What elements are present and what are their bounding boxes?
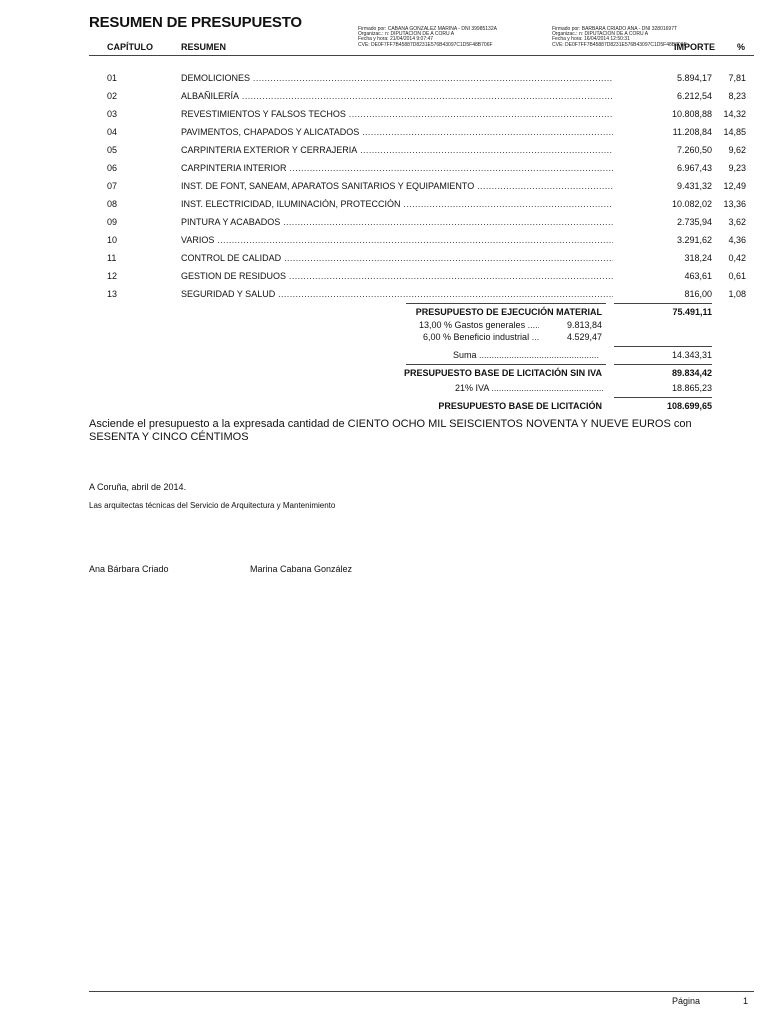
chapter-row <box>0 109 770 127</box>
pbl-label: PRESUPUESTO BASE DE LICITACIÓN <box>438 401 602 411</box>
signature-line: Firmado por: CABANA GONZALEZ MARINA - DNI 39985132A <box>358 26 497 32</box>
chapter-amount: 463,61 <box>684 271 712 281</box>
chapter-code: 12 <box>107 271 118 281</box>
totals-divider <box>406 364 606 365</box>
signers-role: Las arquitectas técnicas del Servicio de Arquitectura y Mantenimiento <box>89 501 336 510</box>
chapter-description: REVESTIMIENTOS Y FALSOS TECHOS ..... <box>181 109 613 119</box>
chapter-percent: 7,81 <box>728 73 746 83</box>
chapter-percent: 1,08 <box>728 289 746 299</box>
chapter-percent: 9,62 <box>728 145 746 155</box>
chapter-amount: 9.431,32 <box>676 181 712 191</box>
signature-line: CVE: DE0F7FF7B45887D8231E576B43097C1D5F48B706F <box>552 41 687 48</box>
chapter-amount: 10.082,02 <box>671 199 712 209</box>
chapter-row <box>0 235 770 253</box>
chapter-percent: 8,23 <box>728 91 746 101</box>
amount-in-words: Asciende el presupuesto a la expresada cantidad de CIENTO OCHO MIL SEISCIENTOS NOVENTA Y NUEVE EUROS con SESENTA Y CINCO CÉNTIMOS <box>89 418 692 443</box>
chapter-description: SEGURIDAD Y SALUD ..... <box>181 289 613 299</box>
signature-line: Organizac.: n: DIPUTACION DE A CORU A <box>552 31 649 38</box>
digital-signature-stamp-1 <box>358 27 497 48</box>
chapter-row <box>0 253 770 271</box>
chapter-percent: 4,36 <box>728 235 746 245</box>
document-title: RESUMEN DE PRESUPUESTO <box>89 14 302 31</box>
chapter-percent: 0,42 <box>728 253 746 263</box>
place-and-date: A Coruña, abril de 2014. <box>89 482 187 492</box>
column-header-percent: % <box>737 42 746 52</box>
iva-value: 18.865,23 <box>671 383 712 393</box>
chapter-code: 03 <box>107 109 118 119</box>
suma-value: 14.343,31 <box>671 350 712 360</box>
column-header-importe: IMPORTE <box>674 42 716 52</box>
chapter-percent: 14,85 <box>723 127 746 137</box>
chapter-row <box>0 271 770 289</box>
chapter-description: INST. DE FONT, SANEAM, APARATOS SANITARIOS Y EQUIPAMIENTO ..... <box>181 181 613 191</box>
chapter-amount: 11.208,84 <box>672 127 712 137</box>
column-header-resumen: RESUMEN <box>181 42 227 52</box>
signature-line: Firmado por: BARBARA CRIADO ANA - DNI 32801697T <box>552 26 678 32</box>
chapter-code: 02 <box>107 91 118 101</box>
chapter-description: CARPINTERIA EXTERIOR Y CERRAJERIA ..... <box>181 145 613 155</box>
chapter-code: 04 <box>107 127 118 137</box>
signature-line: Fecha y hora: 16/04/2014 12:50:31 <box>552 36 630 43</box>
totals-divider <box>406 303 606 304</box>
chapter-description: GESTION DE RESIDUOS ..... <box>181 271 613 281</box>
chapter-code: 08 <box>107 199 118 209</box>
beneficio-industrial-label: 6,00 % Beneficio industrial ..... <box>423 332 539 342</box>
chapter-code: 11 <box>107 253 117 263</box>
footer-divider <box>89 991 754 992</box>
pbl-sin-iva-label: PRESUPUESTO BASE DE LICITACIÓN SIN IVA <box>403 368 602 378</box>
chapter-row <box>0 73 770 91</box>
pbl-value: 108.699,65 <box>666 401 712 411</box>
pem-value: 75.491,11 <box>672 307 712 317</box>
chapter-code: 10 <box>107 235 118 245</box>
chapter-percent: 12,49 <box>723 181 746 191</box>
totals-divider <box>614 303 712 304</box>
signer-name-2: Marina Cabana González <box>250 564 353 574</box>
chapter-description: PINTURA Y ACABADOS ..... <box>181 217 613 227</box>
column-header-capitulo: CAPÍTULO <box>107 42 153 52</box>
chapter-row <box>0 91 770 109</box>
chapter-amount: 318,24 <box>684 253 712 263</box>
chapter-description: DEMOLICIONES ..... <box>181 73 613 83</box>
signature-line: CVE: DE0F7FF7B45887D8231E576B43097C1D5F48B706F <box>358 41 493 48</box>
chapter-code: 13 <box>107 289 118 299</box>
pbl-sin-iva-value: 89.834,42 <box>671 368 712 378</box>
chapter-description: CARPINTERIA INTERIOR ..... <box>181 163 613 173</box>
gastos-generales-value: 9.813,84 <box>566 320 602 330</box>
signature-line: Fecha y hora: 21/04/2014 9:07:47 <box>358 36 434 43</box>
chapter-row <box>0 181 770 199</box>
suma-label: Suma ..... <box>453 350 603 360</box>
page-label: Página <box>672 996 701 1006</box>
digital-signature-stamp-2 <box>552 27 687 48</box>
chapter-amount: 5.894,17 <box>676 73 712 83</box>
chapter-row <box>0 145 770 163</box>
chapter-description: INST. ELECTRICIDAD, ILUMINACIÓN, PROTECCIÓN ..... <box>181 199 613 209</box>
totals-divider <box>614 397 712 398</box>
chapter-row <box>0 199 770 217</box>
chapter-percent: 14,32 <box>723 109 746 119</box>
pem-label: PRESUPUESTO DE EJECUCIÓN MATERIAL <box>415 307 602 317</box>
iva-label: 21% IVA ..... <box>455 383 603 393</box>
chapter-code: 06 <box>107 163 118 173</box>
signer-name-1: Ana Bárbara Criado <box>89 564 169 574</box>
chapter-description: CONTROL DE CALIDAD ..... <box>181 253 613 263</box>
chapter-description: ALBAÑILERÍA ..... <box>181 91 613 101</box>
chapter-row <box>0 127 770 145</box>
totals-divider <box>614 364 712 365</box>
chapter-amount: 7.260,50 <box>676 145 712 155</box>
beneficio-industrial-value: 4.529,47 <box>566 332 602 342</box>
chapter-row <box>0 217 770 235</box>
gastos-generales-label: 13,00 % Gastos generales ..... <box>419 320 539 330</box>
chapter-amount: 2.735,94 <box>676 217 712 227</box>
chapter-percent: 9,23 <box>728 163 746 173</box>
chapter-percent: 13,36 <box>723 199 746 209</box>
chapter-amount: 10.808,88 <box>671 109 712 119</box>
chapter-amount: 6.212,54 <box>676 91 712 101</box>
chapter-row <box>0 163 770 181</box>
header-divider <box>89 55 754 56</box>
chapter-percent: 3,62 <box>728 217 746 227</box>
chapter-code: 09 <box>107 217 118 227</box>
page-number: 1 <box>743 996 749 1006</box>
chapter-amount: 816,00 <box>684 289 712 299</box>
chapter-code: 05 <box>107 145 118 155</box>
chapter-amount: 6.967,43 <box>676 163 712 173</box>
chapter-description: PAVIMENTOS, CHAPADOS Y ALICATADOS ..... <box>181 127 613 137</box>
chapter-description: VARIOS ..... <box>181 235 613 245</box>
chapter-code: 01 <box>107 73 118 83</box>
chapter-percent: 0,61 <box>728 271 746 281</box>
chapter-code: 07 <box>107 181 118 191</box>
signature-line: Organizac.: n: DIPUTACION DE A CORU A <box>358 31 455 38</box>
totals-divider <box>614 346 712 347</box>
chapter-row <box>0 289 770 307</box>
chapter-amount: 3.291,62 <box>676 235 712 245</box>
